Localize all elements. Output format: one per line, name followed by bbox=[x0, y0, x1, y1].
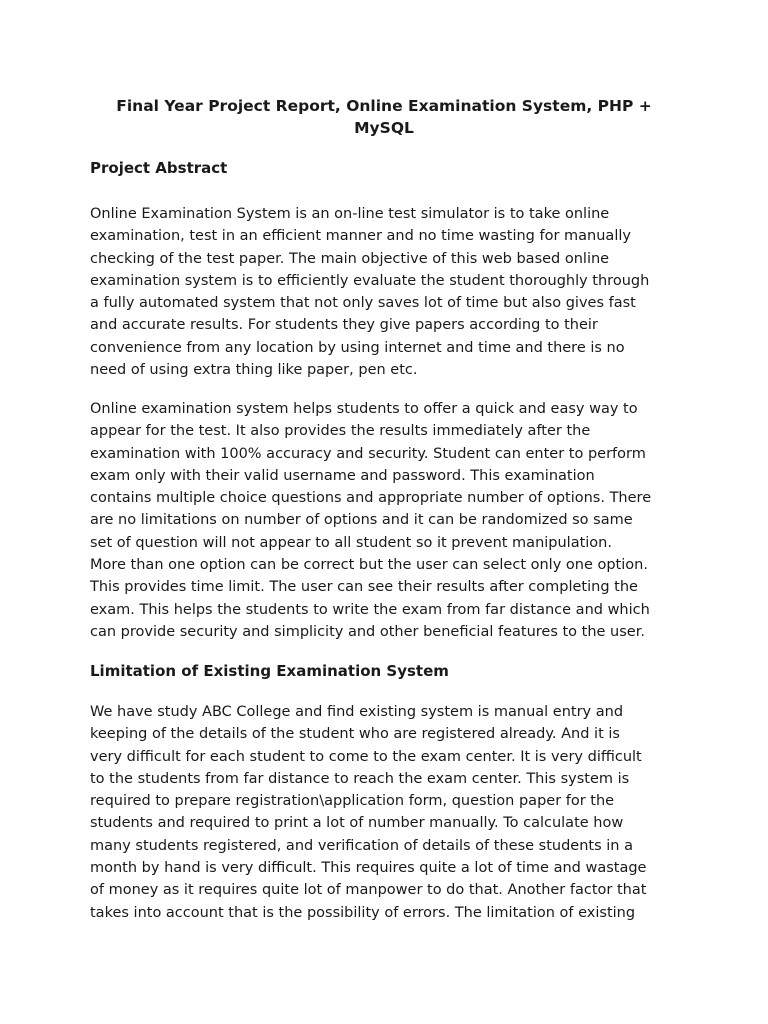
text-line: to the students from far distance to reach the exam center. This system is bbox=[90, 770, 630, 787]
text-line: keeping of the details of the student who are registered already. And it is bbox=[90, 726, 620, 743]
text-line: very difficult for each student to come to the exam center. It is very difficult bbox=[90, 748, 642, 765]
text-line: Online examination system helps students to offer a quick and easy way to bbox=[90, 401, 638, 417]
text-line: set of question will not appear to all student so it prevent manipulation. bbox=[90, 534, 612, 551]
text-line: and accurate results. For students they give papers according to their bbox=[90, 317, 598, 334]
text-line: required to prepare registration\application form, question paper for the bbox=[90, 793, 615, 810]
text-line: exam. This helps the students to write the exam from far distance and which bbox=[90, 601, 650, 618]
text-line: need of using extra thing like paper, pen etc. bbox=[90, 362, 418, 379]
text-line: More than one option can be correct but the user can select only one option. bbox=[90, 557, 648, 574]
text-line: month by hand is very difficult. This requires quite a lot of time and wastage bbox=[90, 860, 647, 877]
title-line: MySQL bbox=[354, 119, 414, 137]
section-heading-abstract: Project Abstract bbox=[90, 159, 228, 177]
text-line: can provide security and simplicity and other beneficial features to the user. bbox=[90, 623, 645, 640]
title-line: Final Year Project Report, Online Examination System, PHP + bbox=[116, 97, 652, 115]
text-line: many students registered, and verification of details of these students in a bbox=[90, 837, 633, 854]
section-heading-limitation: Limitation of Existing Examination System bbox=[90, 662, 449, 680]
text-line: convenience from any location by using internet and time and there is no bbox=[90, 339, 625, 356]
text-line: of money as it requires quite lot of manpower to do that. Another factor that bbox=[90, 882, 647, 899]
text-line: a fully automated system that not only saves lot of time but also gives fast bbox=[90, 295, 636, 312]
text-line: We have study ABC College and find existing system is manual entry and bbox=[90, 704, 624, 720]
abstract-paragraph-2 bbox=[90, 398, 680, 643]
text-line: This provides time limit. The user can see their results after completing the bbox=[90, 579, 638, 596]
text-line: examination system is to efficiently evaluate the student thoroughly through bbox=[90, 272, 650, 289]
text-line: exam only with their valid username and password. This examination bbox=[90, 467, 595, 484]
limitation-paragraph bbox=[90, 701, 680, 924]
text-line: appear for the test. It also provides the results immediately after the bbox=[90, 423, 591, 440]
text-line: checking of the test paper. The main objective of this web based online bbox=[90, 250, 610, 267]
text-line: examination with 100% accuracy and security. Student can enter to perform bbox=[90, 445, 646, 462]
document-title bbox=[80, 95, 688, 139]
abstract-paragraph-1 bbox=[90, 203, 680, 381]
text-line: contains multiple choice questions and appropriate number of options. There bbox=[90, 490, 652, 507]
text-line: Online Examination System is an on-line test simulator is to take online bbox=[90, 206, 610, 222]
text-line: are no limitations on number of options and it can be randomized so same bbox=[90, 512, 633, 529]
text-line: takes into account that is the possibility of errors. The limitation of existing bbox=[90, 904, 636, 921]
text-line: students and required to print a lot of number manually. To calculate how bbox=[90, 815, 624, 832]
text-line: examination, test in an efficient manner and no time wasting for manually bbox=[90, 228, 631, 245]
